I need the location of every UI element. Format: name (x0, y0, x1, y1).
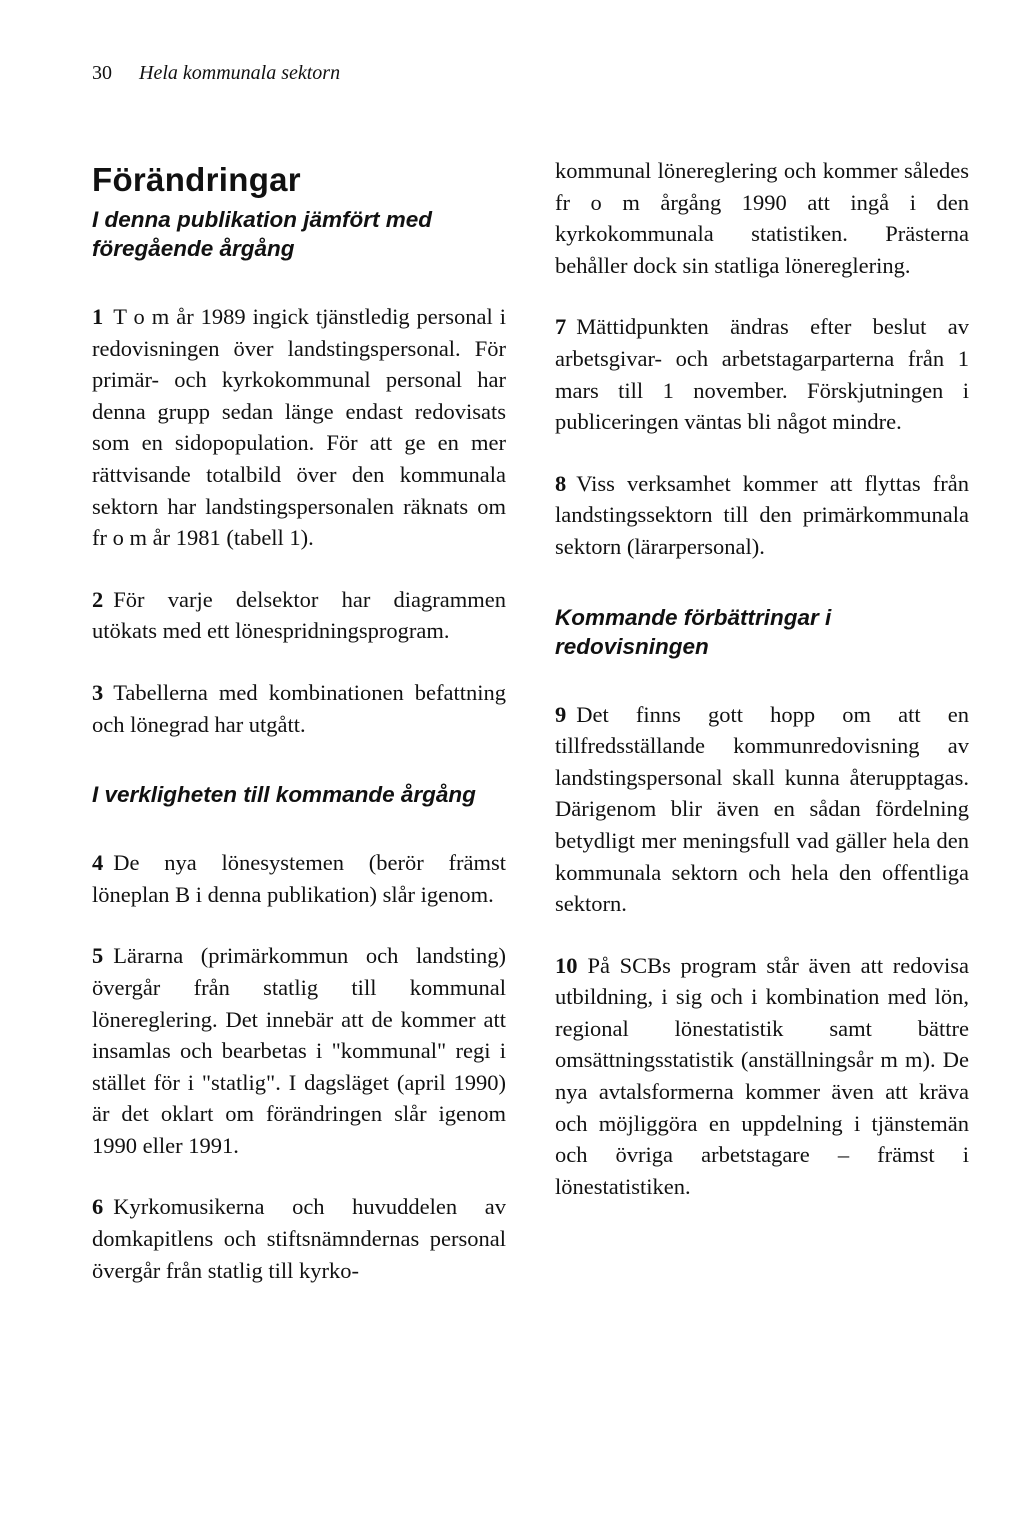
item-number: 2 (92, 586, 104, 612)
item-number: 9 (555, 701, 567, 727)
item-text: För varje delsektor har diagrammen utökats med ett lönespridningsprogram. (92, 586, 506, 644)
list-item (92, 677, 506, 740)
running-title: Hela kommunala sektorn (139, 62, 341, 84)
item-number: 10 (555, 952, 578, 978)
list-item (92, 584, 506, 647)
left-column (92, 155, 506, 1286)
item-text: Mättidpunkten ändras efter beslut av arbetsgivar- och arbetstagarparterna från 1 mars till 1 november. Förskjutningen i publiceringen väntas bli något mindre. (555, 314, 969, 435)
item-text: Tabellerna med kombinationen befattning och lönegrad har utgått. (92, 679, 506, 737)
item-text: På SCBs program står även att redovisa utbildning, i sig och i kombination med lön, regional lönestatistik samt bättre omsättningsstatistik (anställningsår m m). De nya avtalsformerna kommer även att kräva och möjliggöra en uppdelning i tjänstemän och övriga arbetstagare – främst i lönestatistiken. (555, 952, 969, 1199)
list-item (92, 1191, 506, 1286)
item-text: Lärarna (primärkommun och landsting) övergår från statlig till kommunal lönereglering. Det innebär att de kommer att insamlas och bearbetas i "kommunal" regi i stället för i "statlig". I dagsläget (april 1990) är det oklart om förändringen slår igenom 1990 eller 1991. (92, 943, 506, 1158)
item-text: Det finns gott hopp om att en tillfredsställande kommunredovisning av landstingspersonal skall kunna återupptagas. Därigenom blir även en sådan fördelning betydligt mer meningsfull vad gäller hela den kommunala sektorn och hela den offentliga sektorn. (555, 701, 969, 917)
list-item (92, 847, 506, 910)
list-item (555, 468, 969, 563)
item-number: 8 (555, 470, 567, 496)
page-number: 30 (92, 62, 112, 84)
item-text: De nya lönesystemen (berör främst löneplan B i denna publikation) slår igenom. (92, 850, 506, 907)
subsection-heading: I verkligheten till kommande årgång (92, 782, 476, 808)
item-number: 7 (555, 314, 567, 340)
item-text: Kyrkomusikerna och huvuddelen av domkapitlens och stiftsnämndernas personal övergår från statlig till kyrko- (92, 1194, 506, 1283)
right-column (555, 155, 969, 1202)
list-item (555, 950, 969, 1203)
list-item (92, 940, 506, 1161)
item-number: 5 (92, 943, 104, 969)
list-item (92, 301, 506, 554)
item-number: 3 (92, 679, 104, 705)
item-number: 1 (92, 304, 104, 329)
item-number: 6 (92, 1194, 104, 1220)
item-number: 4 (92, 850, 104, 876)
subsection-heading: I denna publikation jämfört med föregående årgång (92, 207, 433, 261)
list-item (555, 699, 969, 920)
continuation-paragraph: kommunal lönereglering och kommer således fr o m årgång 1990 att ingå i den kyrkokommunala statistiken. Prästerna behåller dock sin statliga lönereglering. (555, 158, 969, 278)
subsection-heading: Kommande förbättringar i redovisningen (555, 604, 832, 659)
item-text: T o m år 1989 ingick tjänstledig personal i redovisningen över landstingspersonal. För primär- och kyrkokommunal personal har denna grupp sedan länge endast redovisats som en sidopopulation. För att ge en mer rättvisande totalbild över den kommunala sektorn har landstingspersonalen räknats om fr o m år 1981 (tabell 1). (92, 304, 506, 551)
section-title: Förändringar (92, 161, 301, 198)
list-item (555, 311, 969, 437)
page-header (92, 62, 340, 85)
item-text: Viss verksamhet kommer att flyttas från landstingssektorn till den primärkommunala sektorn (lärarpersonal). (555, 470, 969, 559)
